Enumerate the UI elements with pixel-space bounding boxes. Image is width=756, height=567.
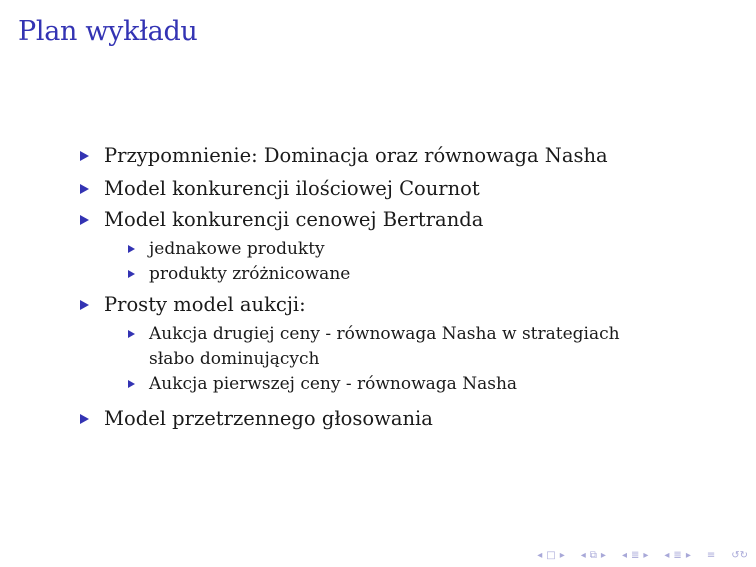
frame-icon[interactable]: □ — [546, 550, 556, 561]
outline-subitem-label-line2: słabo dominujących — [149, 349, 320, 369]
outline-item — [104, 207, 483, 232]
nav-left-arrow-icon[interactable]: ◂ — [621, 550, 627, 561]
search-icon[interactable]: ↺↻ — [731, 550, 748, 561]
triangle-bullet-icon — [128, 245, 135, 253]
outline-item-label: Przypomnienie: Dominacja oraz równowaga Nasha — [104, 144, 608, 167]
outline-item — [104, 176, 480, 201]
outline-subitem — [149, 262, 350, 287]
outline-subitem — [149, 237, 325, 262]
triangle-bullet-icon — [80, 414, 89, 424]
outline-item — [104, 143, 608, 168]
outline-subitem-label-line1: Aukcja drugiej ceny - równowaga Nasha w strategiach — [149, 324, 620, 344]
outline-subitem — [149, 372, 517, 397]
nav-right-arrow-icon[interactable]: ▸ — [643, 550, 649, 561]
outline-item — [104, 406, 433, 431]
nav-left-arrow-icon[interactable]: ◂ — [664, 550, 670, 561]
triangle-bullet-icon — [128, 270, 135, 278]
nav-right-arrow-icon[interactable]: ▸ — [600, 550, 606, 561]
nav-right-arrow-icon[interactable]: ▸ — [559, 550, 565, 561]
outline-subitem — [149, 322, 620, 372]
outline-subitem-label: Aukcja pierwszej ceny - równowaga Nasha — [149, 374, 518, 394]
align-icon[interactable]: ≡ — [706, 550, 716, 561]
subsection-icon[interactable]: ⧉ — [589, 550, 597, 561]
triangle-bullet-icon — [80, 215, 89, 225]
nav-right-arrow-icon[interactable]: ▸ — [685, 550, 691, 561]
slide-title: Plan wykładu — [18, 16, 198, 47]
outline-item-label: Model konkurencji ilościowej Cournot — [104, 177, 480, 200]
triangle-bullet-icon — [128, 330, 135, 338]
section-icon[interactable]: ≣ — [673, 550, 682, 561]
outline-subitem-label: jednakowe produkty — [149, 239, 325, 259]
outline-item-label: Model przetrzennego głosowania — [104, 407, 433, 430]
section-icon[interactable]: ≣ — [630, 550, 640, 561]
outline-subitem-label: produkty zróżnicowane — [149, 264, 351, 284]
triangle-bullet-icon — [80, 151, 89, 161]
outline-item-label: Model konkurencji cenowej Bertranda — [104, 208, 484, 231]
outline-item — [104, 292, 306, 317]
beamer-navigation-bar — [537, 550, 748, 561]
triangle-bullet-icon — [80, 300, 89, 310]
nav-left-arrow-icon[interactable]: ◂ — [537, 550, 543, 561]
triangle-bullet-icon — [80, 184, 89, 194]
outline-item-label: Prosty model aukcji: — [104, 293, 306, 316]
triangle-bullet-icon — [128, 380, 135, 388]
nav-left-arrow-icon[interactable]: ◂ — [580, 550, 586, 561]
